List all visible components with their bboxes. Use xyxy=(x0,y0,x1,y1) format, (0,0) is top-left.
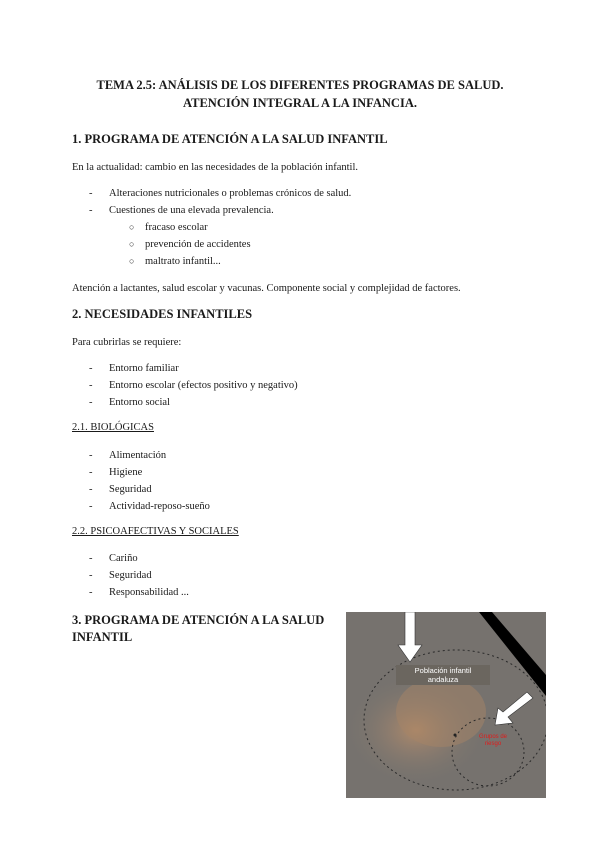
subsection-2-2-heading: 2.2. PSICOAFECTIVAS Y SOCIALES xyxy=(72,526,239,537)
list-item: - Entorno familiar xyxy=(72,360,298,377)
list-item: - Actividad-reposo-sueño xyxy=(72,498,210,515)
list-item: - Cuestiones de una elevada prevalencia. xyxy=(72,202,351,219)
list-item: - Entorno escolar (efectos positivo y negativo) xyxy=(72,377,298,394)
subsection-2-1-heading: 2.1. BIOLÓGICAS xyxy=(72,422,154,433)
section-1-heading: 1. PROGRAMA DE ATENCIÓN A LA SALUD INFANTIL xyxy=(72,132,388,146)
title-line-2: ATENCIÓN INTEGRAL A LA INFANCIA. xyxy=(183,96,417,110)
section-3-heading: 3. PROGRAMA DE ATENCIÓN A LA SALUD INFANTIL xyxy=(72,613,325,644)
section-2-heading: 2. NECESIDADES INFANTILES xyxy=(72,307,253,321)
title-line-1: TEMA 2.5: ANÁLISIS DE LOS DIFERENTES PROGRAMAS DE SALUD. xyxy=(96,78,504,92)
section-1-sublist xyxy=(72,219,251,270)
list-item: - Seguridad xyxy=(72,567,189,584)
section-2-intro: Para cubrirlas se requiere: xyxy=(72,337,182,348)
sublist-item: ○ fracaso escolar xyxy=(72,219,251,236)
list-item: - Alteraciones nutricionales o problemas crónicos de salud. xyxy=(72,185,351,202)
list-item: - Responsabilidad ... xyxy=(72,584,189,601)
list-item: - Higiene xyxy=(72,464,210,481)
sublist-item: ○ maltrato infantil... xyxy=(72,253,251,270)
section-1-closing: Atención a lactantes, salud escolar y vacunas. Componente social y complejidad de factores. xyxy=(72,283,461,294)
section-1-intro: En la actualidad: cambio en las necesidades de la población infantil. xyxy=(72,162,359,173)
document-title xyxy=(40,76,560,112)
subsection-2-1-list xyxy=(72,447,210,515)
risk-group-label: Grupos de riesgo xyxy=(478,734,508,747)
section-2-list xyxy=(72,360,298,411)
list-item: - Cariño xyxy=(72,550,189,567)
subsection-2-2-list xyxy=(72,550,189,601)
sublist-item: ○ prevención de accidentes xyxy=(72,236,251,253)
list-item: - Seguridad xyxy=(72,481,210,498)
population-label: Población infantil andaluza xyxy=(396,665,490,685)
list-item: - Alimentación xyxy=(72,447,210,464)
diagram-graphics xyxy=(346,612,546,798)
section-1-list xyxy=(72,185,351,219)
population-diagram-image xyxy=(346,612,546,798)
list-item: - Entorno social xyxy=(72,394,298,411)
